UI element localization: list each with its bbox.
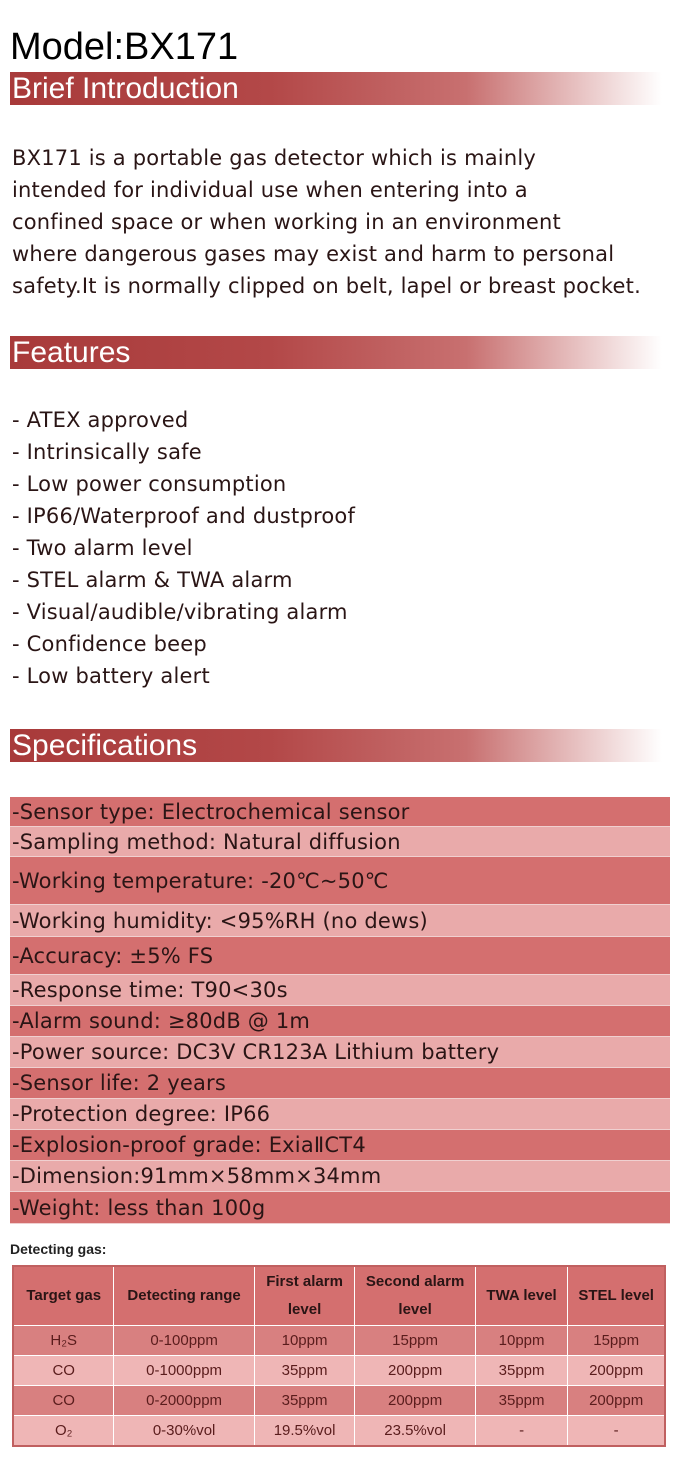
section-bar-intro: [10, 72, 662, 105]
table-cell: 200ppm: [568, 1386, 665, 1416]
column-header: Target gas: [13, 1266, 114, 1326]
feature-item: - Visual/audible/vibrating alarm: [12, 600, 348, 624]
table-cell: H₂S: [13, 1326, 114, 1356]
table-cell: CO: [13, 1386, 114, 1416]
feature-item: - Low battery alert: [12, 664, 210, 688]
detecting-gas-label: Detecting gas:: [10, 1241, 107, 1257]
table-cell: -: [475, 1416, 568, 1447]
table-cell: 200ppm: [568, 1356, 665, 1386]
table-cell: 35ppm: [475, 1356, 568, 1386]
intro-paragraph: [12, 142, 692, 302]
table-row: [13, 1326, 665, 1356]
table-cell: 200ppm: [355, 1386, 475, 1416]
table-row: [13, 1356, 665, 1386]
spec-row: -Sampling method: Natural diffusion: [10, 827, 670, 857]
intro-line: BX171 is a portable gas detector which is mainly: [12, 146, 537, 170]
feature-item: - Low power consumption: [12, 472, 287, 496]
spec-row: -Sensor life: 2 years: [10, 1068, 670, 1099]
spec-row: -Working humidity: <95%RH (no dews): [10, 905, 670, 937]
spec-row: -Explosion-proof grade: ExiaⅡCT4: [10, 1130, 670, 1161]
intro-line: intended for individual use when entering into a: [12, 178, 528, 202]
spec-row: -Protection degree: IP66: [10, 1099, 670, 1130]
table-cell: 35ppm: [254, 1356, 355, 1386]
column-header: TWA level: [475, 1266, 568, 1326]
feature-item: - IP66/Waterproof and dustproof: [12, 504, 356, 528]
section-title-specs: Specifications: [12, 729, 198, 762]
column-header: First alarm level: [254, 1266, 355, 1326]
model-title: Model:BX171: [10, 26, 239, 68]
feature-item: - ATEX approved: [12, 408, 189, 432]
section-title-features: Features: [12, 336, 131, 369]
table-cell: 35ppm: [254, 1386, 355, 1416]
column-header: Second alarm level: [355, 1266, 475, 1326]
column-header: STEL level: [568, 1266, 665, 1326]
table-cell: 10ppm: [254, 1326, 355, 1356]
detecting-gas-table: [12, 1265, 666, 1447]
table-cell: 23.5%vol: [355, 1416, 475, 1447]
section-bar-specs: [10, 729, 662, 762]
table-cell: 19.5%vol: [254, 1416, 355, 1447]
table-row: [13, 1386, 665, 1416]
column-header: Detecting range: [114, 1266, 254, 1326]
feature-item: - Confidence beep: [12, 632, 207, 656]
specs-list: [10, 797, 670, 1224]
table-row: [13, 1416, 665, 1447]
table-cell: 10ppm: [475, 1326, 568, 1356]
section-title-intro: Brief Introduction: [12, 72, 239, 105]
intro-line: safety.It is normally clipped on belt, lapel or breast pocket.: [12, 274, 641, 298]
table-cell: 0-100ppm: [114, 1326, 254, 1356]
table-cell: O₂: [13, 1416, 114, 1447]
table-cell: 15ppm: [568, 1326, 665, 1356]
table-cell: 15ppm: [355, 1326, 475, 1356]
table-cell: CO: [13, 1356, 114, 1386]
table-cell: 0-2000ppm: [114, 1386, 254, 1416]
spec-row: -Weight: less than 100g: [10, 1192, 670, 1224]
feature-item: - Intrinsically safe: [12, 440, 202, 464]
spec-row: -Power source: DC3V CR123A Lithium battery: [10, 1037, 670, 1068]
intro-line: confined space or when working in an environment: [12, 210, 561, 234]
spec-row: -Working temperature: -20℃~50℃: [10, 857, 670, 905]
intro-line: where dangerous gases may exist and harm to personal: [12, 242, 615, 266]
spec-row: -Dimension:91mm×58mm×34mm: [10, 1161, 670, 1192]
spec-row: -Alarm sound: ≥80dB @ 1m: [10, 1006, 670, 1037]
spec-row: -Sensor type: Electrochemical sensor: [10, 797, 670, 827]
section-bar-features: [10, 336, 662, 369]
table-header-row: [13, 1266, 665, 1326]
table-cell: 0-30%vol: [114, 1416, 254, 1447]
table-cell: -: [568, 1416, 665, 1447]
spec-row: -Response time: T90<30s: [10, 975, 670, 1006]
features-list: [12, 404, 355, 692]
table-cell: 35ppm: [475, 1386, 568, 1416]
spec-row: -Accuracy: ±5% FS: [10, 937, 670, 975]
feature-item: - STEL alarm & TWA alarm: [12, 568, 293, 592]
feature-item: - Two alarm level: [12, 536, 193, 560]
table-cell: 0-1000ppm: [114, 1356, 254, 1386]
table-cell: 200ppm: [355, 1356, 475, 1386]
